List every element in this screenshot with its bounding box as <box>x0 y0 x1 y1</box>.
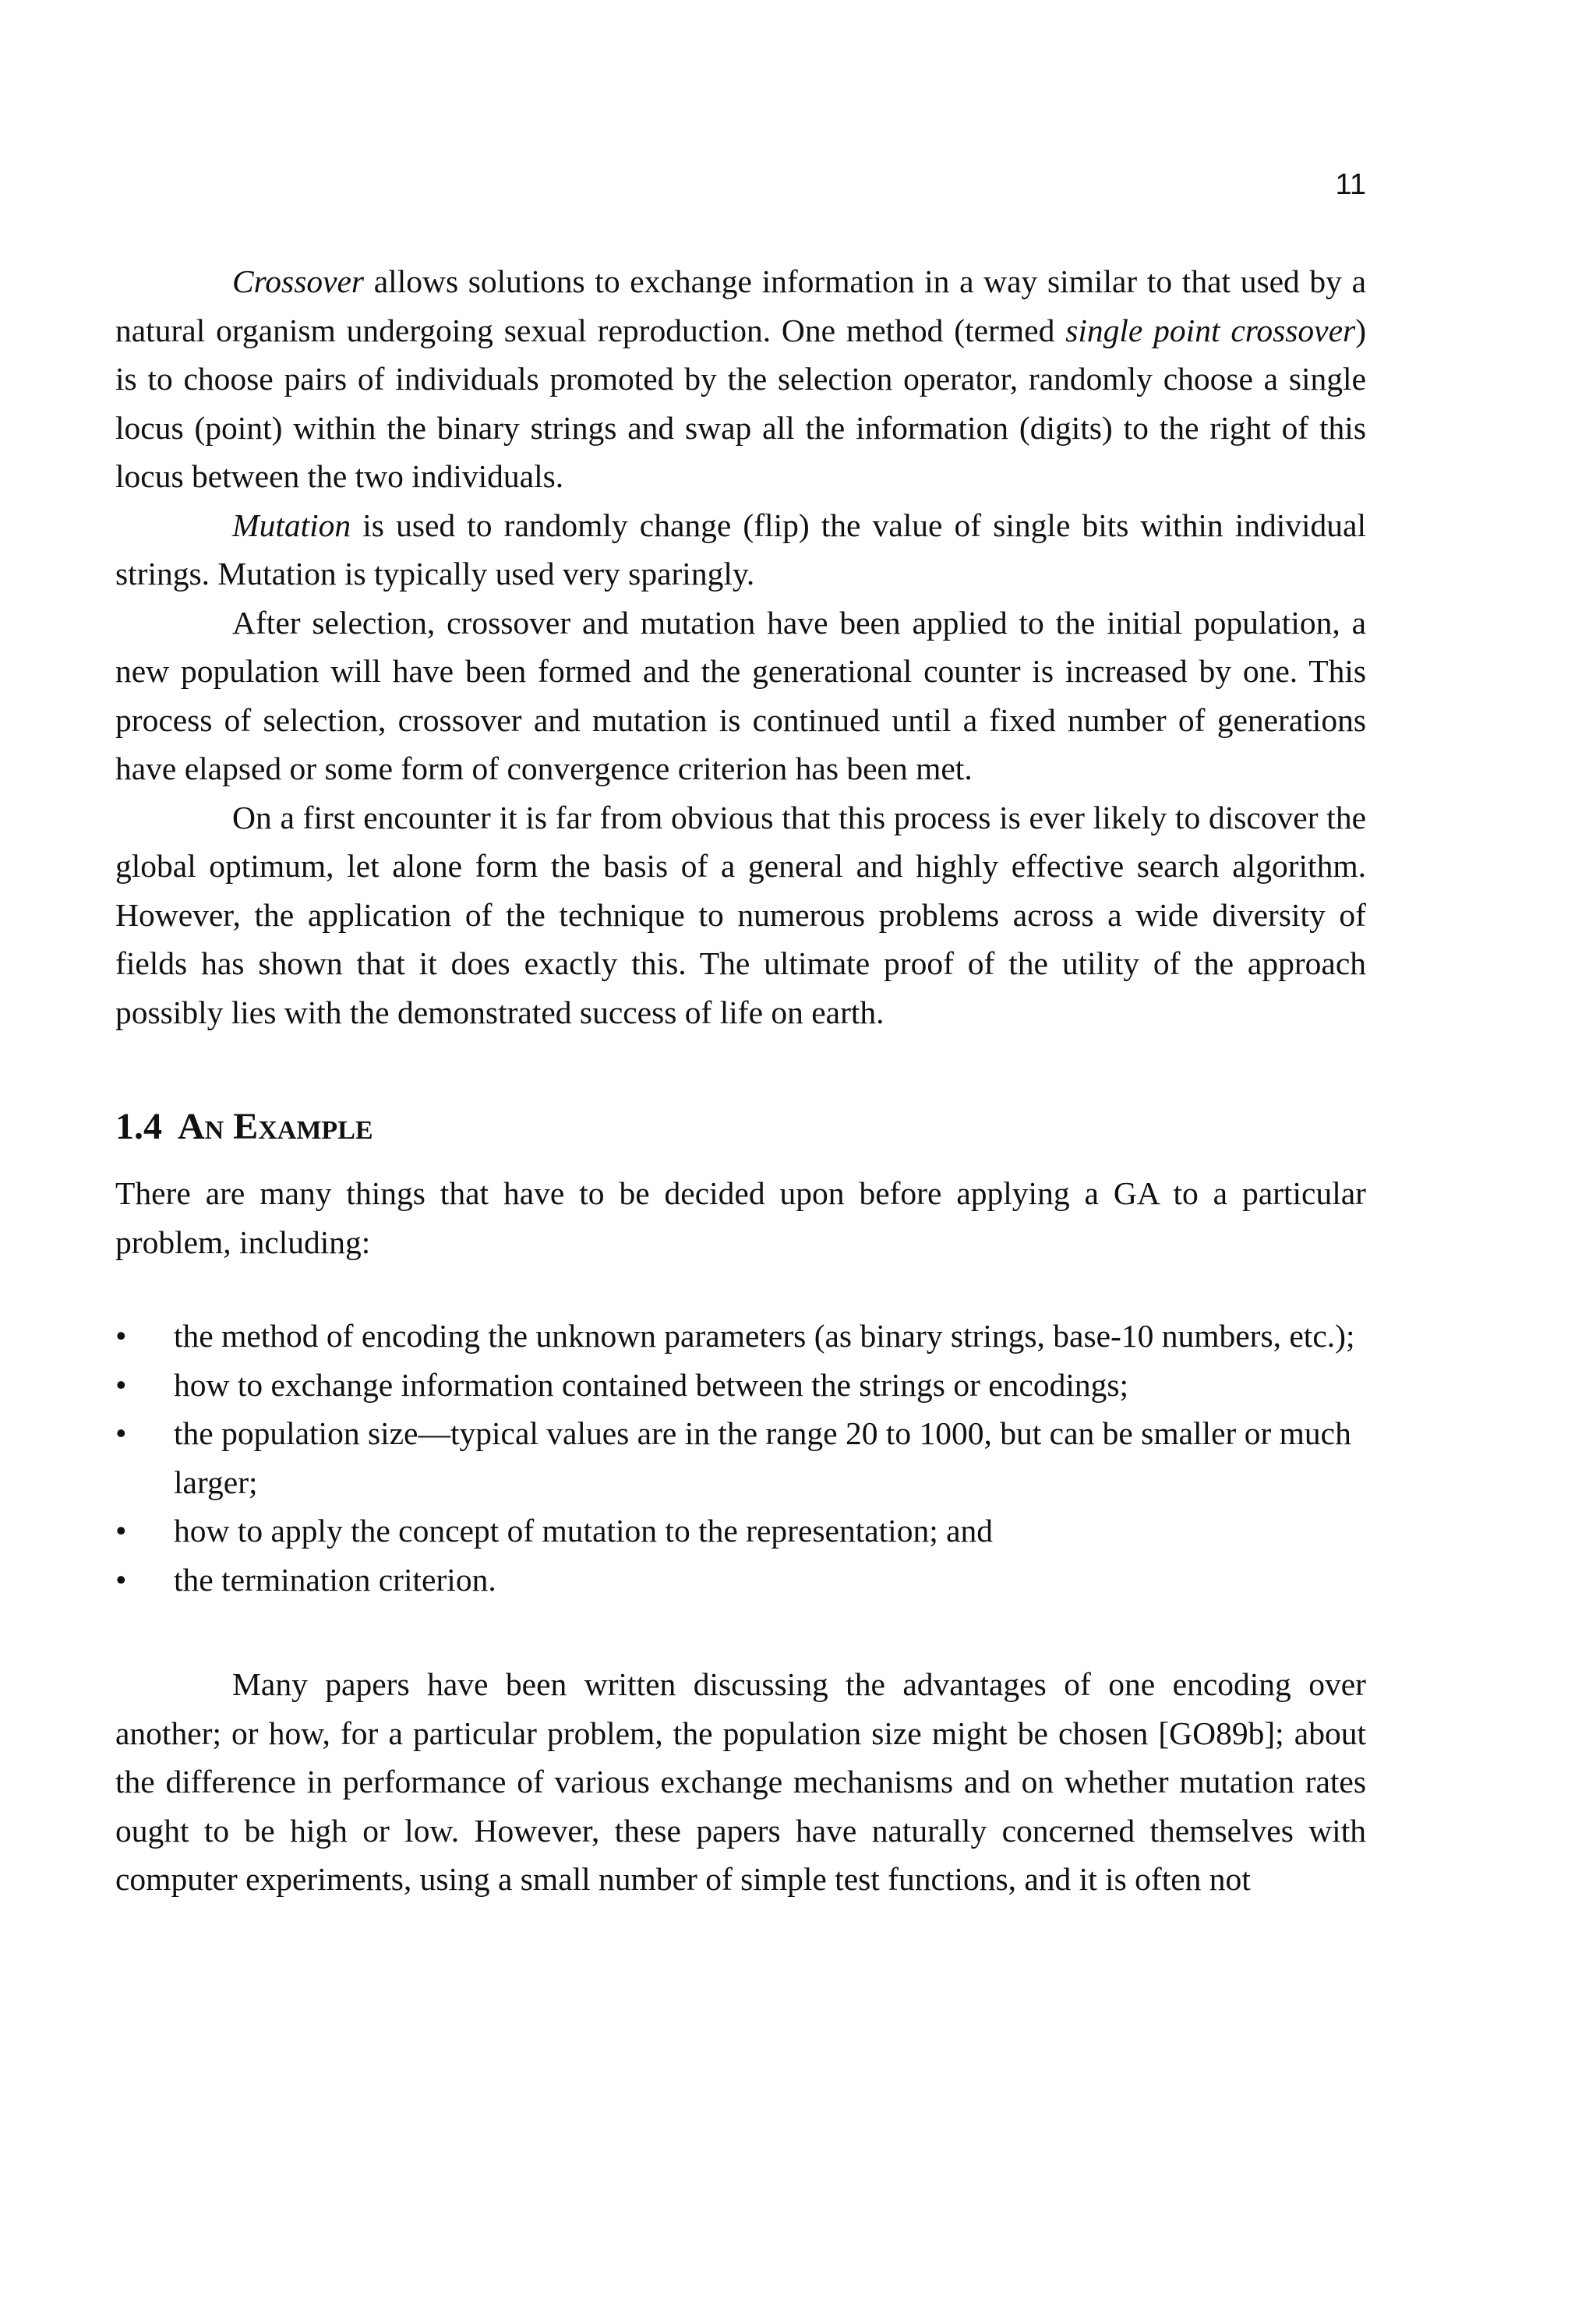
mutation-text: is used to randomly change (flip) the value of single bits within individual strings. Mutation is typically used very sparingly. <box>115 507 1366 592</box>
list-item-text: the method of encoding the unknown parameters (as binary strings, base-10 numbers, etc.); <box>174 1318 1355 1354</box>
list-item <box>115 1409 1366 1506</box>
paragraph-after-selection: After selection, crossover and mutation have been applied to the initial population, a new population will have been formed and the generational counter is increased by one. This process of selection, crossover and mutation is continued until a fixed number of generations have elapsed or some form of convergence criterion has been met. <box>115 604 1366 786</box>
term-crossover: Crossover <box>232 263 365 299</box>
paragraph-crossover <box>115 257 1366 501</box>
paragraph-many-papers: Many papers have been written discussing the advantages of one encoding over another; or how, for a particular problem, the population size might be chosen [GO89b]; about the difference in performance of various exchange mechanisms and on whether mutation rates ought to be high or low. However, these papers have naturally concerned themselves with computer experiments, using a small number of simple test functions, and it is often not <box>115 1666 1366 1897</box>
decision-list <box>115 1312 1366 1604</box>
list-item <box>115 1556 1366 1605</box>
term-mutation: Mutation <box>232 507 351 543</box>
page-number: 11 <box>1335 168 1366 201</box>
bullet-icon: • <box>115 1513 127 1549</box>
crossover-text-2: ) is to choose pairs of individuals promoted by the selection operator, randomly choose a single locus (point) within the binary strings and swap all the information (digits) to the right of this locus between the two individuals. <box>115 312 1367 494</box>
paragraph-first-encounter: On a first encounter it is far from obvious that this process is ever likely to discover the global optimum, let alone form the basis of a general and highly effective search algorithm. However, the application of the technique to numerous problems across a wide diversity of fields has shown that it does exactly this. The ultimate proof of the utility of the approach possibly lies with the demonstrated success of life on earth. <box>115 799 1366 1030</box>
paragraph-mutation <box>115 501 1366 599</box>
list-item <box>115 1312 1366 1361</box>
crossover-text-1: allows solutions to exchange information in a way similar to that used by a natural organism undergoing sexual reproduction. One method (termed <box>115 263 1366 348</box>
bullet-icon: • <box>115 1415 127 1451</box>
list-item-text: how to exchange information contained between the strings or encodings; <box>174 1366 1129 1403</box>
bullet-icon: • <box>115 1318 127 1354</box>
section-title: An Example <box>178 1106 373 1147</box>
bullet-icon: • <box>115 1366 127 1403</box>
term-single-point-crossover: single point crossover <box>1065 312 1356 348</box>
list-item-text: how to apply the concept of mutation to the representation; and <box>174 1513 994 1549</box>
list-item <box>115 1506 1366 1556</box>
section-number: 1.4 <box>115 1106 162 1147</box>
paragraph-intro: There are many things that have to be decided upon before applying a GA to a particular problem, including: <box>115 1175 1366 1260</box>
list-item-text: the population size—typical values are in the range 20 to 1000, but can be smaller or much larger; <box>174 1415 1351 1500</box>
list-item-text: the termination criterion. <box>174 1561 496 1598</box>
section-heading <box>115 1104 1366 1150</box>
book-page <box>115 0 1366 2317</box>
list-item <box>115 1361 1366 1410</box>
bullet-icon: • <box>115 1561 127 1598</box>
page-body <box>115 257 1366 1904</box>
